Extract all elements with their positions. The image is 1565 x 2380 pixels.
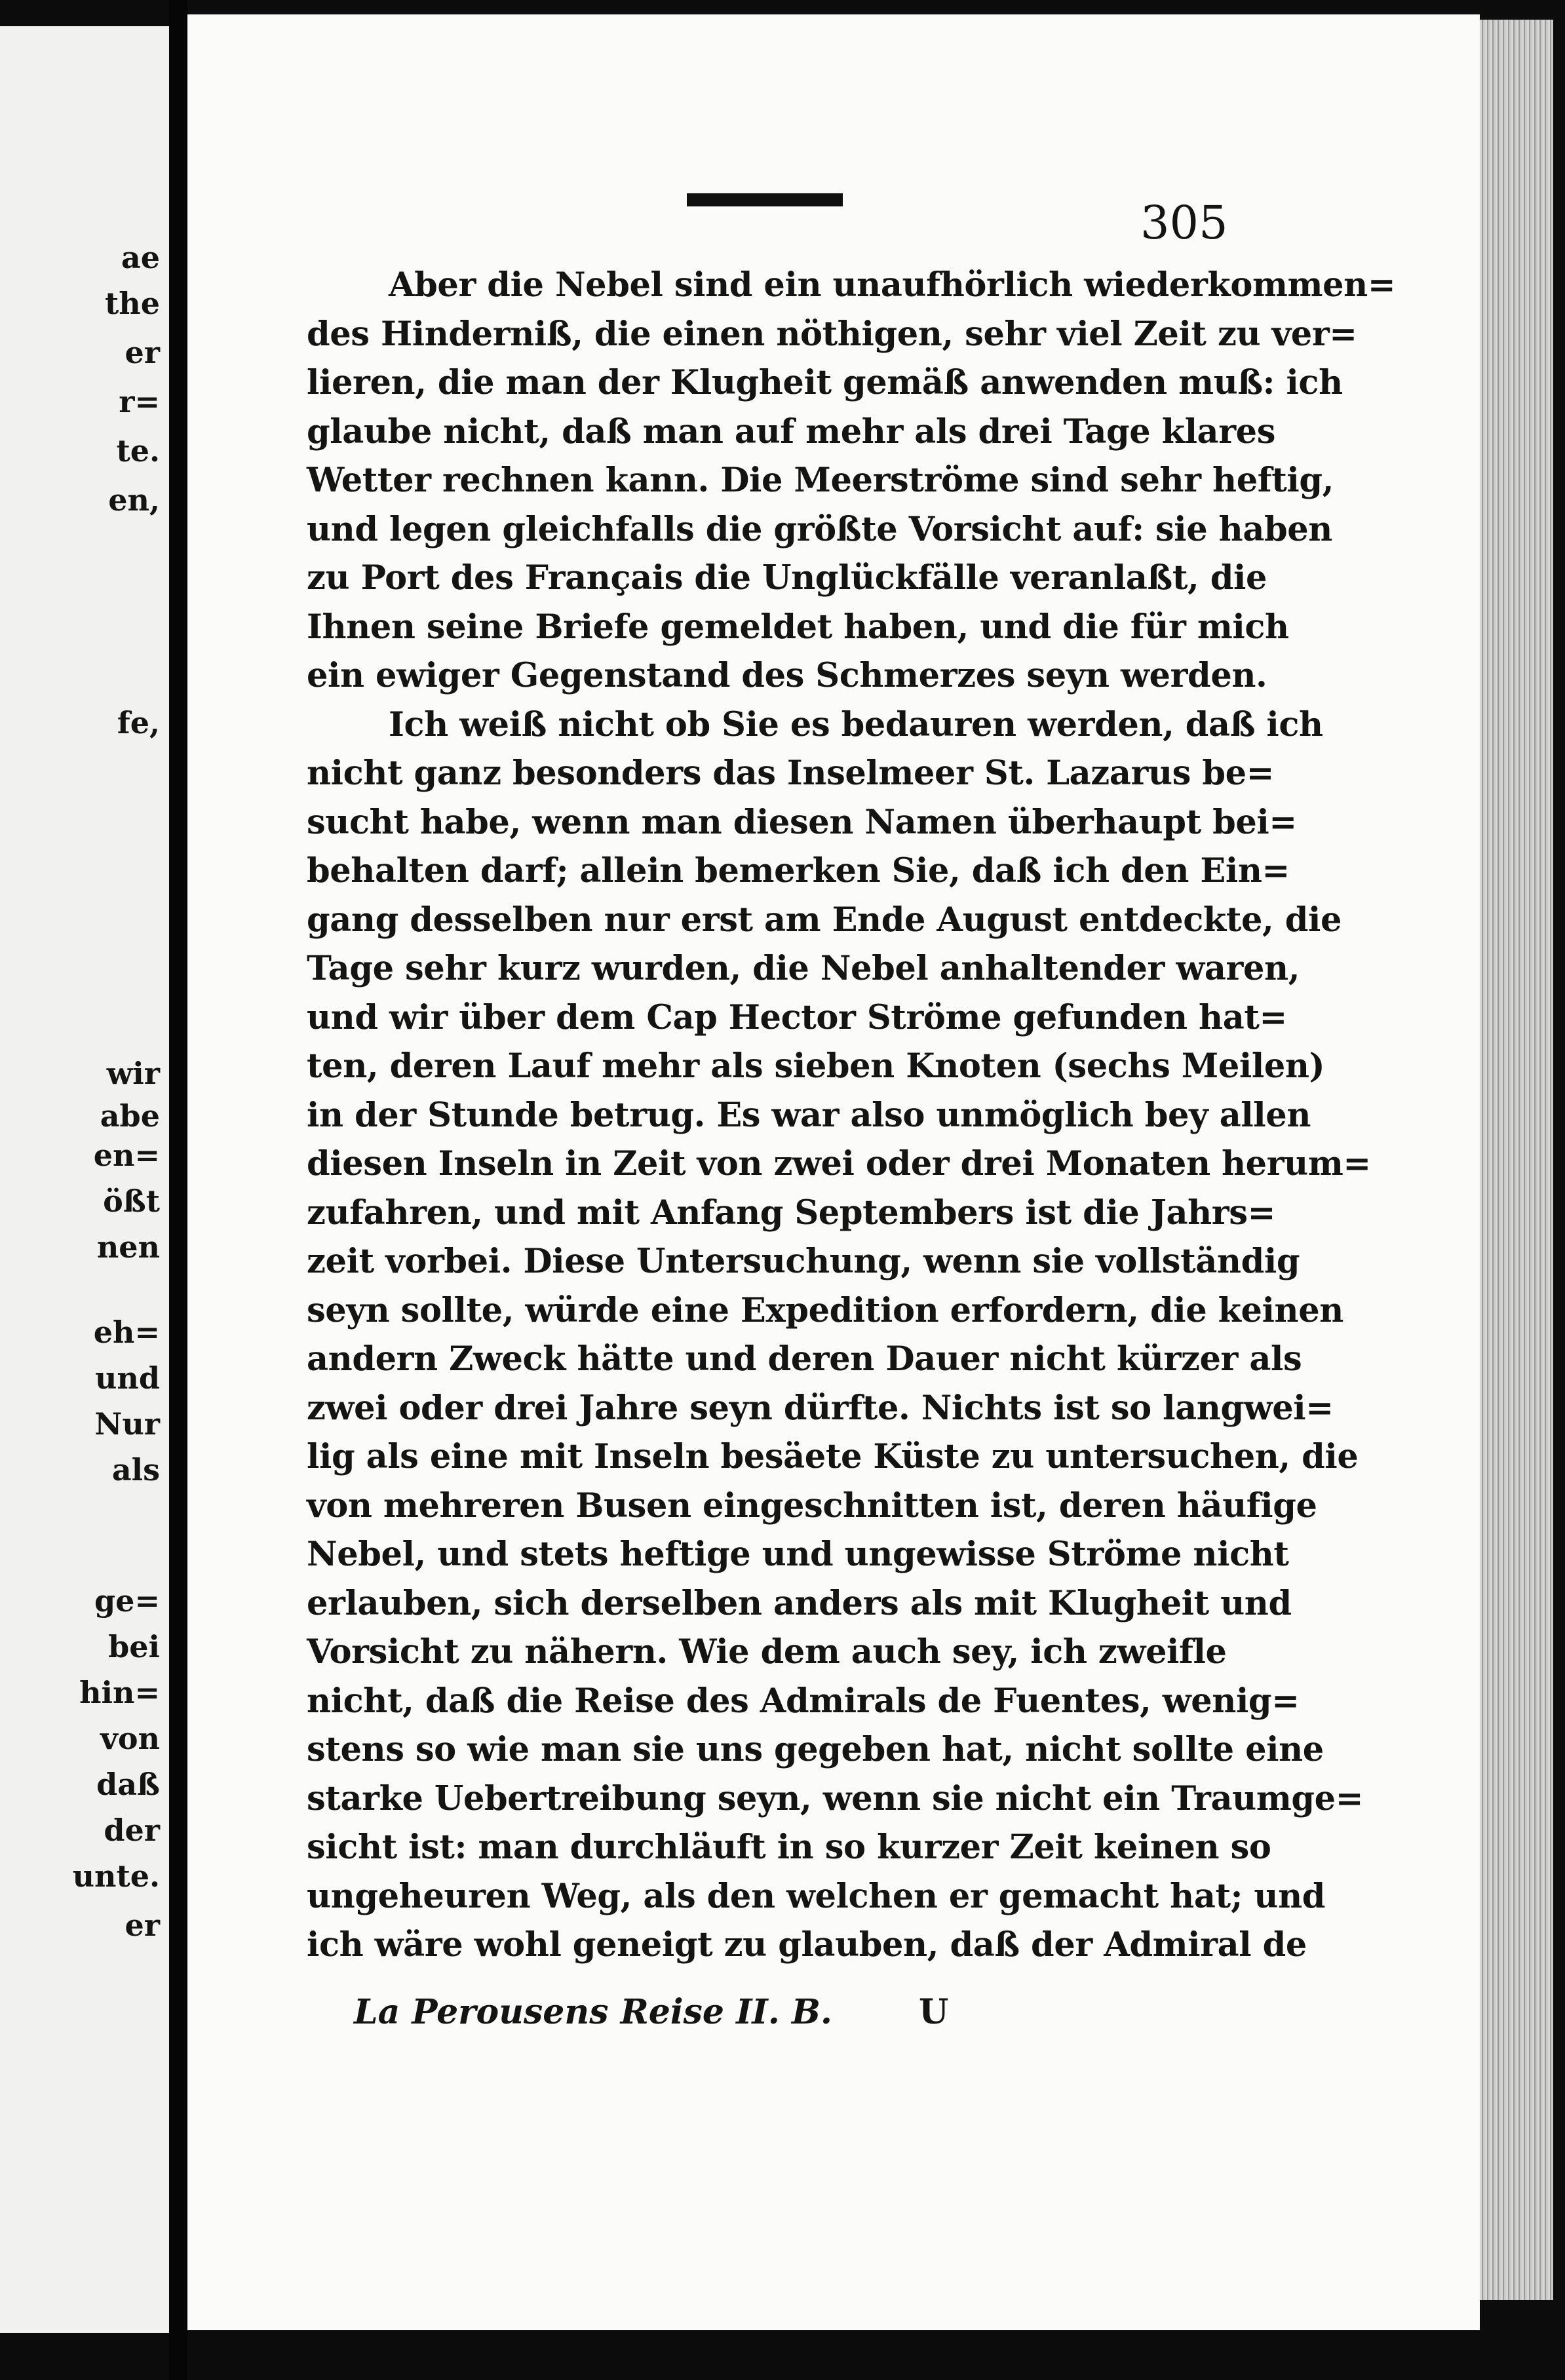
left-page-fragment: er <box>125 1908 160 1943</box>
left-page-fragment: daß <box>96 1767 160 1802</box>
text-line: zu Port des Français die Unglückfälle veranlaßt, die <box>307 558 1267 598</box>
header-rule <box>687 193 843 206</box>
text-line: sicht ist: man durchläuft in so kurzer Zeit keinen so <box>307 1828 1271 1867</box>
left-page-fragment: hin= <box>79 1675 160 1710</box>
text-line: lieren, die man der Klugheit gemäß anwenden muß: ich <box>307 363 1343 402</box>
text-line: gang desselben nur erst am Ende August entdeckte, die <box>307 900 1342 940</box>
text-line: nicht ganz besonders das Inselmeer St. Lazarus be= <box>307 754 1274 793</box>
left-page-fragment: te. <box>116 433 160 469</box>
left-page <box>0 26 169 2333</box>
text-line: Tage sehr kurz wurden, die Nebel anhaltender waren, <box>307 949 1300 988</box>
text-line: von mehreren Busen eingeschnitten ist, deren häufige <box>307 1486 1317 1526</box>
text-line: andern Zweck hätte und deren Dauer nicht kürzer als <box>307 1339 1302 1379</box>
left-page-fragment: Nur <box>94 1406 160 1442</box>
text-line: ungeheuren Weg, als den welchen er gemacht hat; und <box>307 1876 1326 1916</box>
text-line: diesen Inseln in Zeit von zwei oder drei Monaten herum= <box>307 1144 1371 1183</box>
text-line: Ich weiß nicht ob Sie es bedauren werden, daß ich <box>389 704 1323 744</box>
text-line: zufahren, und mit Anfang Septembers ist die Jahrs= <box>307 1193 1275 1233</box>
left-page-fragment: der <box>104 1813 160 1848</box>
left-page-fragment: er <box>125 335 160 370</box>
left-page-fragment: und <box>94 1360 160 1396</box>
text-line: zwei oder drei Jahre seyn dürfte. Nichts ist so langwei= <box>307 1388 1334 1428</box>
book-gutter <box>169 0 187 2380</box>
text-line: und legen gleichfalls die größte Vorsicht auf: sie haben <box>307 509 1332 549</box>
text-line: ein ewiger Gegenstand des Schmerzes seyn werden. <box>307 656 1267 695</box>
left-page-fragment: von <box>100 1721 160 1756</box>
text-line: behalten darf; allein bemerken Sie, daß ich den Ein= <box>307 851 1290 891</box>
text-line: stens so wie man sie uns gegeben hat, nicht sollte eine <box>307 1730 1324 1769</box>
page-edge <box>1480 20 1553 2300</box>
left-page-fragment: fe, <box>117 705 160 740</box>
text-line: des Hinderniß, die einen nöthigen, sehr viel Zeit zu ver= <box>307 314 1357 354</box>
left-page-fragment: unte. <box>72 1858 160 1894</box>
left-page-fragment: ößt <box>103 1183 160 1219</box>
text-line: Ihnen seine Briefe gemeldet haben, und die für mich <box>307 607 1289 647</box>
text-line: Vorsicht zu nähern. Wie dem auch sey, ich zweifle <box>307 1632 1227 1672</box>
left-page-fragment: en= <box>93 1138 160 1173</box>
printer-signature: La Perousens Reise II. B. <box>354 1992 833 2032</box>
text-line: in der Stunde betrug. Es war also unmöglich bey allen <box>307 1095 1311 1135</box>
text-line: ten, deren Lauf mehr als sieben Knoten (sechs Meilen) <box>307 1046 1325 1086</box>
signature-mark: U <box>919 1992 949 2032</box>
left-page-fragment: bei <box>108 1629 160 1664</box>
text-line: nicht, daß die Reise des Admirals de Fuentes, wenig= <box>307 1681 1300 1721</box>
left-page-fragment: wir <box>106 1056 160 1091</box>
text-line: Nebel, und stets heftige und ungewisse Ströme nicht <box>307 1535 1289 1574</box>
left-page-fragment: ge= <box>94 1583 160 1619</box>
text-line: seyn sollte, würde eine Expedition erfordern, die keinen <box>307 1290 1343 1330</box>
text-line: Wetter rechnen kann. Die Meerströme sind sehr heftig, <box>307 461 1334 500</box>
left-page-fragment: ae <box>121 240 160 275</box>
text-line: glaube nicht, daß man auf mehr als drei Tage klares <box>307 412 1276 451</box>
text-line: sucht habe, wenn man diesen Namen überhaupt bei= <box>307 802 1297 842</box>
left-page-fragment: r= <box>119 384 160 419</box>
text-line: lig als eine mit Inseln besäete Küste zu untersuchen, die <box>307 1437 1359 1476</box>
left-page-fragment: eh= <box>93 1315 160 1350</box>
text-line: und wir über dem Cap Hector Ströme gefunden hat= <box>307 997 1287 1037</box>
text-line: ich wäre wohl geneigt zu glauben, daß der Admiral de <box>307 1925 1307 1965</box>
left-page-fragments <box>0 26 169 2333</box>
body-text <box>307 261 1396 1970</box>
left-page-fragment: als <box>111 1452 160 1488</box>
left-page-fragment: the <box>105 286 160 321</box>
left-page-fragment: abe <box>100 1098 160 1134</box>
text-line: zeit vorbei. Diese Untersuchung, wenn sie vollständig <box>307 1242 1300 1281</box>
left-page-fragment: nen <box>96 1229 160 1265</box>
left-page-fragment: en, <box>108 482 160 518</box>
text-line: Aber die Nebel sind ein unaufhörlich wiederkommen= <box>389 265 1396 305</box>
page-number: 305 <box>1140 196 1228 250</box>
text-line: erlauben, sich derselben anders als mit Klugheit und <box>307 1583 1292 1623</box>
text-line: starke Uebertreibung seyn, wenn sie nicht ein Traumge= <box>307 1778 1364 1818</box>
